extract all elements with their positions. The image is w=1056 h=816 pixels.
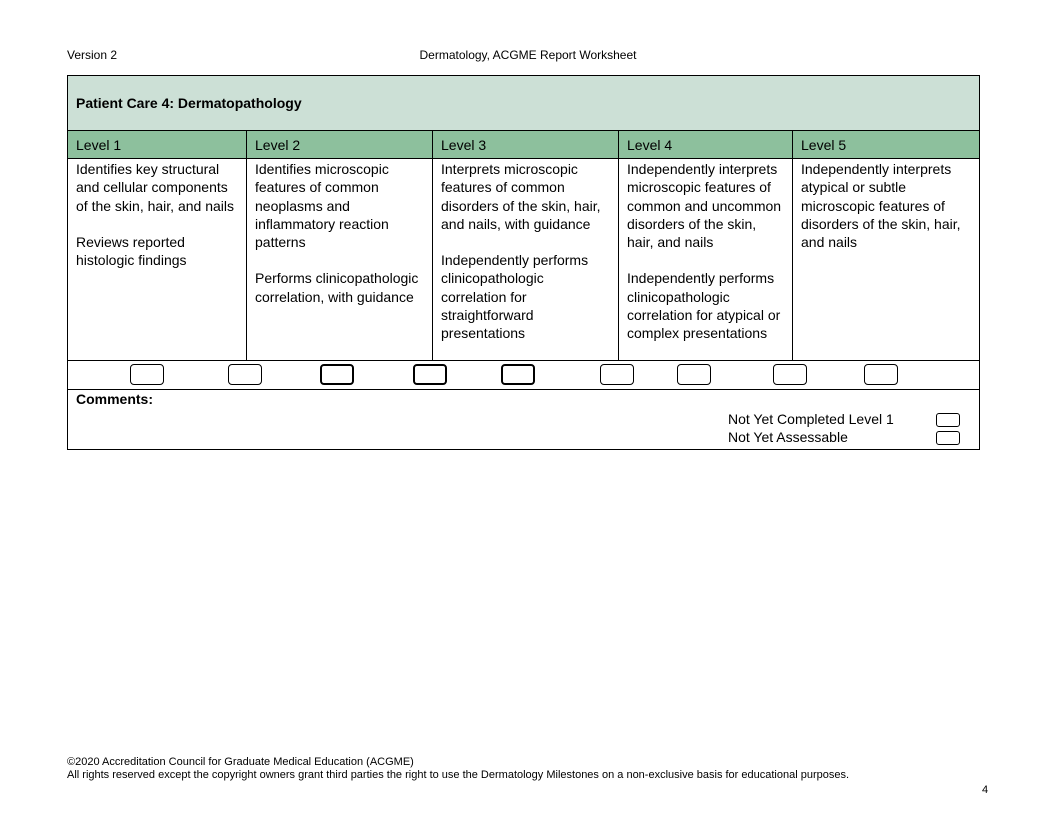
rating-checkbox-5[interactable]: [864, 364, 898, 385]
footer: [67, 756, 849, 782]
level-5-column: [793, 131, 979, 360]
document-title-text: Dermatology, ACGME Report Worksheet: [419, 48, 637, 62]
rating-checkbox-4[interactable]: [677, 364, 711, 385]
rating-checkbox-3-5[interactable]: [600, 364, 634, 385]
level-2-descriptor-2: Performs clinicopathologic correlation, with guidance: [255, 270, 419, 305]
not-yet-completed-checkbox[interactable]: [936, 413, 960, 427]
rating-checkbox-3[interactable]: [501, 364, 535, 385]
level-1-column: [68, 131, 247, 360]
level-4-column: [619, 131, 793, 360]
level-2-descriptors: [247, 159, 432, 360]
levels-grid: [68, 131, 979, 360]
rating-checkbox-4-5[interactable]: [773, 364, 807, 385]
level-5-header: Level 5: [793, 131, 979, 159]
level-4-descriptors: [619, 159, 792, 360]
level-4-descriptor-2: Independently performs clinicopathologic correlation for atypical or complex presentations: [627, 270, 781, 342]
level-2-header: Level 2: [247, 131, 432, 159]
not-yet-assessable-label: Not Yet Assessable: [728, 429, 848, 445]
subcompetency-title: Patient Care 4: Dermatopathology: [68, 76, 979, 131]
rating-checkbox-2-5[interactable]: [413, 364, 447, 385]
milestone-rating-row: [68, 360, 979, 390]
page-number: 4: [982, 784, 989, 796]
level-1-descriptor-2: Reviews reported histologic findings: [76, 233, 187, 269]
level-1-header: Level 1: [68, 131, 246, 159]
comments-label: Comments:: [76, 391, 154, 407]
not-yet-completed-label: Not Yet Completed Level 1: [728, 411, 894, 427]
level-3-descriptor-2: Independently performs clinicopathologic correlation for straightforward presentations: [441, 252, 589, 342]
document-title: [0, 48, 1056, 62]
level-1-descriptor-1: Identifies key structural and cellular components of the skin, hair, and nails: [76, 161, 234, 214]
rating-checkbox-2[interactable]: [320, 364, 354, 385]
version-label: Version 2: [67, 48, 118, 62]
level-3-column: [433, 131, 619, 360]
not-yet-assessable-checkbox[interactable]: [936, 431, 960, 445]
level-4-descriptor-1: Independently interprets microscopic features of common and uncommon disorders of the skin, hair, and nails: [627, 161, 782, 251]
level-5-descriptors: [793, 159, 979, 360]
level-1-descriptors: [68, 159, 246, 360]
level-2-column: [247, 131, 433, 360]
rights-line: All rights reserved except the copyright owners grant third parties the right to use the Dermatology Milestones on a non-exclusive basis for educational purposes.: [67, 769, 850, 781]
level-4-header: Level 4: [619, 131, 792, 159]
level-3-descriptor-1: Interprets microscopic features of common disorders of the skin, hair, and nails, with guidance: [441, 161, 601, 232]
level-3-header: Level 3: [433, 131, 618, 159]
level-2-descriptor-1: Identifies microscopic features of common neoplasms and inflammatory reaction patterns: [255, 161, 389, 251]
comments-section: [68, 390, 979, 449]
level-3-descriptors: [433, 159, 618, 360]
rating-checkbox-1-5[interactable]: [228, 364, 262, 385]
milestone-worksheet: [67, 75, 980, 450]
copyright-line: ©2020 Accreditation Council for Graduate Medical Education (ACGME): [67, 756, 414, 768]
rating-checkbox-1[interactable]: [130, 364, 164, 385]
level-5-descriptor-1: Independently interprets atypical or subtle microscopic features of disorders of the skin, hair, and nails: [801, 161, 961, 251]
